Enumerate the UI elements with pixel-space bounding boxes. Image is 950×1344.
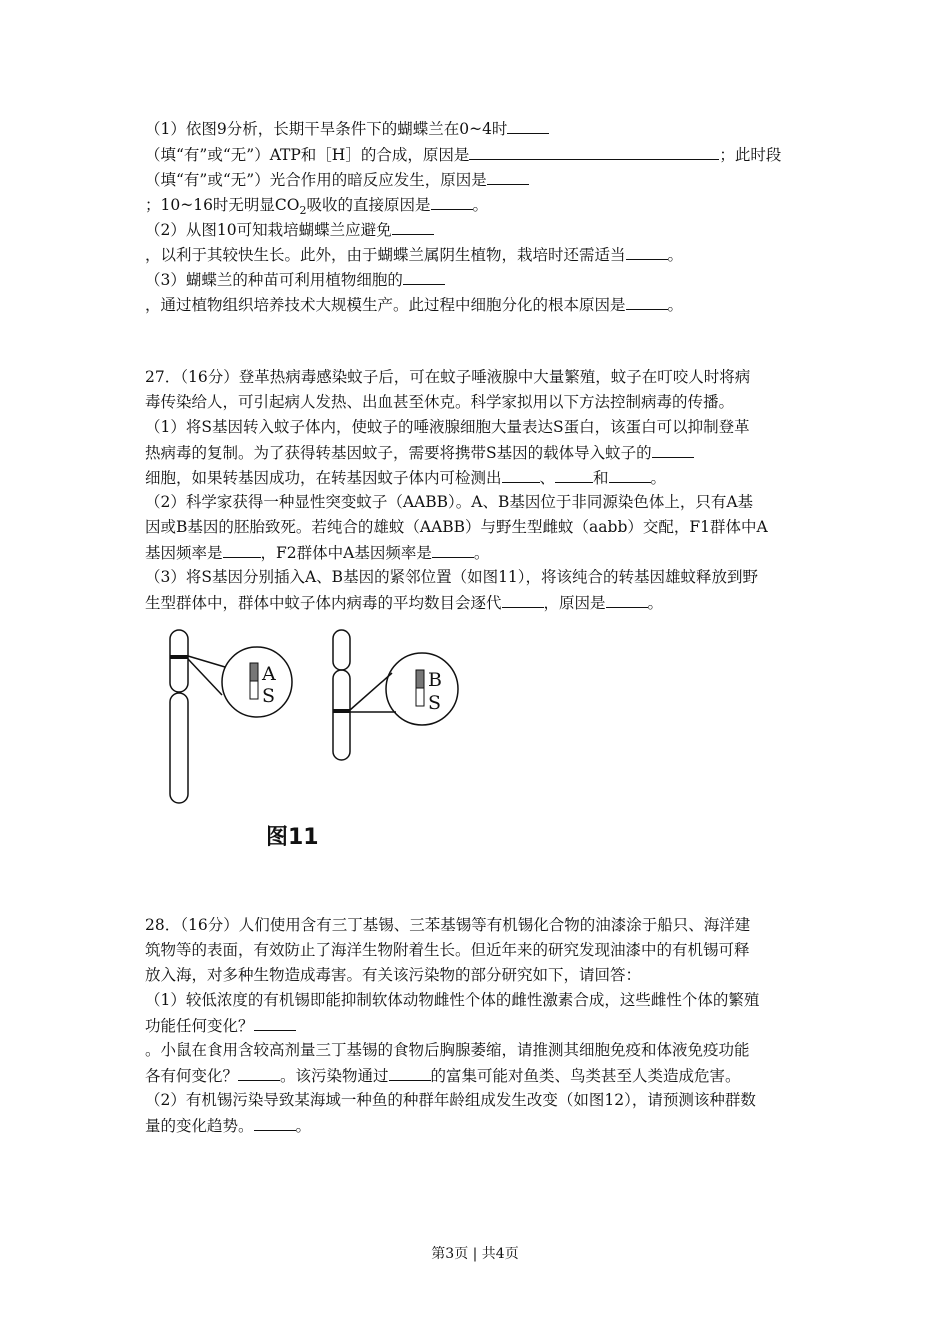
answer-blank[interactable] bbox=[606, 592, 648, 608]
figure-caption: 图11 bbox=[266, 825, 319, 850]
q27-line-5: 细胞，如果转基因成功，在转基因蚊子体内可检测出 、 和 。 bbox=[145, 469, 667, 487]
answer-blank[interactable] bbox=[403, 269, 445, 285]
answer-blank[interactable] bbox=[652, 442, 694, 458]
q27-line-2: 毒传染给人，可引起病人发热、出血甚至休克。科学家拟用以下方法控制病毒的传播。 bbox=[145, 393, 735, 411]
q27-line-4: 热病毒的复制。为了获得转基因蚊子，需要将携带S基因的载体导入蚊子的 bbox=[145, 442, 694, 463]
answer-blank[interactable] bbox=[626, 294, 668, 310]
q27-line-9: （3）将S基因分别插入A、B基因的紧邻位置（如图11），将该纯合的转基因雄蚊释放到野 bbox=[145, 568, 759, 586]
q28-line-5: 功能任何变化？ bbox=[145, 1015, 296, 1036]
answer-blank[interactable] bbox=[254, 1015, 296, 1031]
answer-blank[interactable] bbox=[223, 542, 261, 558]
q28-line-4: （1）较低浓度的有机锡即能抑制软体动物雌性个体的雌性激素合成，这些雌性个体的繁殖 bbox=[145, 991, 760, 1009]
answer-blank[interactable] bbox=[555, 467, 593, 483]
answer-blank[interactable] bbox=[507, 118, 549, 134]
chromosome-arm-lower-left bbox=[170, 693, 188, 803]
q26-line-1: （1）依图9分析，长期干旱条件下的蝴蝶兰在0~4时 bbox=[145, 118, 549, 139]
q28-line-6: 。小鼠在食用含较高剂量三丁基锡的食物后胸腺萎缩，请推测其细胞免疫和体液免疫功能 bbox=[145, 1041, 750, 1059]
gene-label-b: B bbox=[428, 669, 442, 691]
answer-blank[interactable] bbox=[238, 1065, 280, 1081]
q26-line-4: ；10~16时无明显$CO_2$吸收的直接原因是 。 bbox=[145, 196, 489, 218]
q28-line-2: 筑物等的表面，有效防止了海洋生物附着生长。但近年来的研究发现油漆中的有机锡可释 bbox=[145, 941, 750, 959]
q27-line-8: 基因频率是 ，F2群体中A基因频率是 。 bbox=[145, 544, 490, 562]
q26-line-6: ，以利于其较快生长。此外，由于蝴蝶兰属阴生植物，栽培时还需适当 。 bbox=[145, 246, 684, 264]
gene-label-s2: S bbox=[428, 692, 442, 714]
q28-line-3: 放入海，对多种生物造成毒害。有关该污染物的部分研究如下，请回答： bbox=[145, 966, 642, 984]
chromosome-figure bbox=[160, 625, 480, 825]
q27-line-7: 因或B基因的胚胎致死。若纯合的雄蚊（AABB）与野生型雌蚊（aabb）交配，F1群体中A bbox=[145, 518, 768, 536]
gene-label-a: A bbox=[262, 663, 276, 685]
q26-line-5: （2）从图10可知栽培蝴蝶兰应避免 bbox=[145, 219, 434, 240]
chromosome-arm-upper-right bbox=[333, 630, 350, 670]
q27-line-1: 27．（16分）登革热病毒感染蚊子后，可在蚊子唾液腺中大量繁殖，蚊子在叮咬人时将病 bbox=[145, 368, 751, 386]
gene-band-b bbox=[333, 709, 350, 713]
answer-blank[interactable] bbox=[431, 194, 473, 210]
answer-blank[interactable] bbox=[487, 169, 529, 185]
q27-line-3: （1）将S基因转入蚊子体内，使蚊子的唾液腺细胞大量表达S蛋白，该蛋白可以抑制登革 bbox=[145, 418, 750, 436]
answer-blank[interactable] bbox=[254, 1115, 296, 1131]
answer-blank[interactable] bbox=[392, 219, 434, 235]
answer-blank[interactable] bbox=[502, 592, 544, 608]
q28-line-9: 量的变化趋势。 。 bbox=[145, 1117, 312, 1135]
q26-line-2: （填“有”或“无”）ATP和［H］的合成，原因是 ；此时段 bbox=[145, 146, 782, 164]
answer-blank[interactable] bbox=[609, 467, 651, 483]
q27-line-6: （2）科学家获得一种显性突变蚊子（AABB）。A、B基因位于非同源染色体上，只有A基 bbox=[145, 493, 754, 511]
q26-line-8: ，通过植物组织培养技术大规模生产。此过程中细胞分化的根本原因是 。 bbox=[145, 296, 684, 314]
chromosome-arm-lower-right bbox=[333, 670, 350, 760]
answer-blank[interactable] bbox=[626, 244, 668, 260]
q26-line-3: （填“有”或“无”）光合作用的暗反应发生，原因是 bbox=[145, 169, 529, 190]
answer-blank[interactable] bbox=[502, 467, 540, 483]
gene-band-a bbox=[170, 655, 188, 659]
q28-line-1: 28．（16分）人们使用含有三丁基锡、三苯基锡等有机锡化合物的油漆涂于船只、海洋建 bbox=[145, 916, 751, 934]
answer-blank[interactable] bbox=[432, 542, 474, 558]
q27-line-10: 生型群体中，群体中蚊子体内病毒的平均数目会逐代 ，原因是 。 bbox=[145, 594, 664, 612]
gene-label-s1: S bbox=[262, 685, 276, 707]
q26-line-7: （3）蝴蝶兰的种苗可利用植物细胞的 bbox=[145, 269, 445, 290]
q28-line-8: （2）有机锡污染导致某海域一种鱼的种群年龄组成发生改变（如图12），请预测该种群数 bbox=[145, 1091, 756, 1109]
q28-line-7: 各有何变化？ 。该污染物通过 的富集可能对鱼类、鸟类甚至人类造成危害。 bbox=[145, 1067, 741, 1085]
answer-blank[interactable] bbox=[469, 144, 719, 160]
chromosome-arm-upper-left bbox=[170, 630, 188, 692]
page-footer: 第3页 | 共4页 bbox=[431, 1246, 519, 1262]
answer-blank[interactable] bbox=[389, 1065, 431, 1081]
